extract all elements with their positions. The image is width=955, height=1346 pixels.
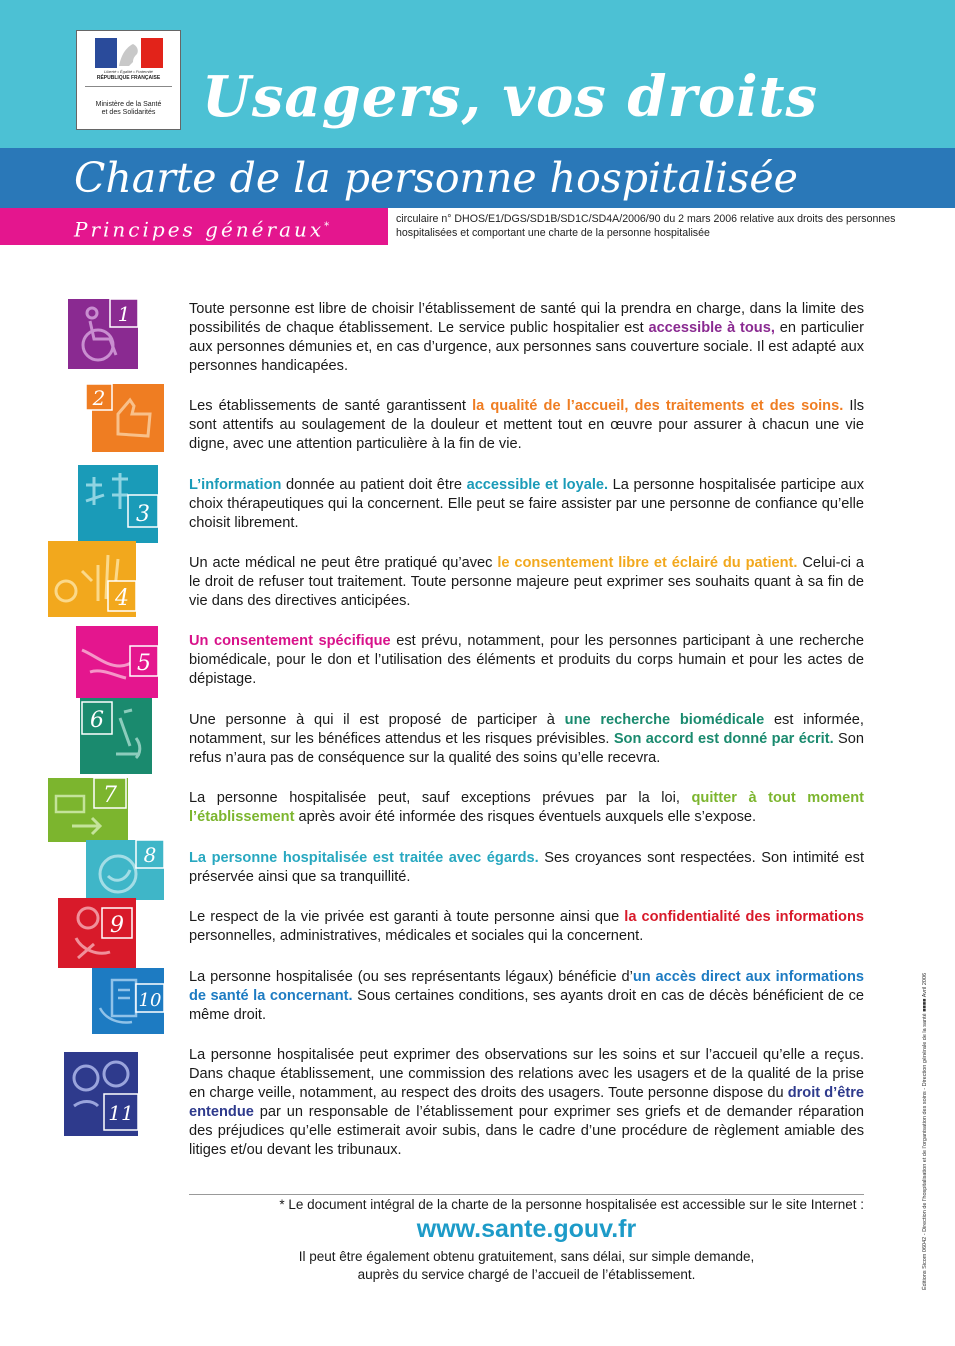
principle-3-number: 3 [136, 502, 150, 527]
principle-10-highlight: un accès direct aux informations de santé la concernant. [189, 969, 864, 1004]
principle-3-chinese-characters-icon [78, 465, 158, 543]
logo-divider [85, 86, 172, 87]
marianne-flag-icon [95, 38, 163, 68]
principle-6-microscope-icon [80, 698, 152, 774]
section-title-text: Principes généraux [74, 217, 325, 242]
principle-1-number: 1 [117, 302, 131, 326]
principle-8-number: 8 [143, 843, 157, 867]
principle-2-text: Les établissements de santé garantissent la qualité de l’accueil, des traitements et des soins. Ils sont attentifs au soulagement de la douleur et mettent tout en œuvre pour assurer à chacun une vie digne, avec une attention particulière à la fin de vie. [189, 398, 864, 452]
principle-4-number: 4 [115, 586, 129, 611]
principle-6-number: 6 [90, 708, 104, 733]
principle-9-text: Le respect de la vie privée est garanti à toute personne ainsi que la confidentialité des informations personnelles, administratives, médicales et sociales qui la concernent. [189, 909, 864, 944]
principle-11-number: 11 [108, 1101, 134, 1125]
logo-republic: RÉPUBLIQUE FRANÇAISE [96, 75, 161, 81]
principle-7-text: La personne hospitalisée peut, sauf exceptions prévues par la loi, quitter à tout moment l’établissement après avoir été informée des risques éventuels auxquels elle s’expose. [189, 790, 864, 825]
principle-6-highlight-1: une recherche biomédicale [564, 712, 765, 728]
principle-7-exit-sign-icon [48, 778, 128, 842]
principle-7-highlight: quitter à tout moment l’établissement [189, 790, 864, 825]
principle-10-document-hand-icon [92, 968, 164, 1034]
footer-url-link[interactable]: www.sante.gouv.fr [416, 1215, 637, 1243]
page-subtitle: Charte de la personne hospitalisée [74, 154, 798, 202]
principle-5-highlight: Un consentement spécifique [189, 633, 391, 649]
logo-ministry-line1: Ministère de la Santé [95, 101, 162, 108]
logo-motto: Liberté • Égalité • Fraternité [104, 69, 153, 74]
principle-10-number: 10 [138, 990, 162, 1011]
footer-text-line1: Il peut être également obtenu gratuitement, sans délai, sur simple demande, [298, 1249, 755, 1264]
principle-1-highlight: accessible à tous, [648, 320, 775, 336]
principle-5-text: Un consentement spécifique est prévu, notamment, pour les personnes participant à une recherche biomédicale, pour le don et l’utilisation des éléments et produits du corps humain et pour les actes de dépistage. [189, 633, 864, 687]
principle-11-faces-icon [64, 1052, 138, 1136]
principle-7-number: 7 [103, 783, 117, 808]
principle-8-embrace-icon [86, 840, 164, 900]
principle-8-text: La personne hospitalisée est traitée avec égards. Ses croyances sont respectées. Son intimité est préservée ainsi que sa tranquillité. [189, 850, 864, 885]
principle-10-text: La personne hospitalisée (ou ses représentants légaux) bénéficie d’un accès direct aux informations de santé la concernant. Sous certaines conditions, ses ayants droit en cas de décès bénéficient de ce même droit. [189, 969, 864, 1023]
footer-note: * Le document intégral de la charte de la personne hospitalisée est accessible sur le site Internet : [279, 1197, 864, 1212]
logo-ministry-line2: et des Solidarités [101, 109, 156, 116]
principle-6-text: Une personne à qui il est proposé de participer à une recherche biomédicale est informée, notamment, sur les bénéfices attendus et les risques prévisibles. Son accord est donné par écrit. Son refus n’aura pas de conséquence sur la qualité des soins qu’elle recevra. [189, 712, 864, 766]
circular-reference: circulaire n° DHOS/E1/DGS/SD1B/SD1C/SD4A/2006/90 du 2 mars 2006 relative aux droits des personnes hospitalisées et comportant une charte de la personne hospitalisée [396, 213, 896, 239]
principle-4-text: Un acte médical ne peut être pratiqué qu’avec le consentement libre et éclairé du patient. Celui-ci a le droit de refuser tout traitement. Toute personne majeure peut exprimer ses souhaits quant à sa fin de vie dans des directives anticipées. [189, 555, 864, 609]
principle-11-highlight: droit d’être entendue [189, 1085, 864, 1120]
principle-5-number: 5 [137, 651, 151, 676]
side-credit-text: Éditions Sicom 06042 - Direction de l’hospitalisation et de l’organisation des soins - Direction générale de la santé ■■■■ Avril 2006 [922, 972, 928, 1290]
logo-ministry [77, 101, 180, 117]
principle-4-raised-hand-icon [48, 541, 136, 617]
principle-3-highlight-2: accessible et loyale. [466, 477, 609, 493]
principle-1-text: Toute personne est libre de choisir l’établissement de santé qui la prendra en charge, dans la limite des possibilités de chaque établissement. Le service public hospitalier est accessible à tous, en particulier aux personnes démunies et, en cas d’urgence, aux personnes sans couverture sociale. Il est adapté aux personnes handicapées. [189, 301, 865, 374]
principle-2-thumbs-up-icon [86, 384, 164, 452]
principle-9-number: 9 [110, 913, 124, 938]
footer-text-line2: auprès du service chargé de l’accueil de l’établissement. [357, 1267, 696, 1282]
principle-9-highlight: la confidentialité des informations [624, 909, 864, 925]
principle-3-text: L’information donnée au patient doit être accessible et loyale. La personne hospitalisée participe aux choix thérapeutiques qui la concernent. Elle peut se faire assister par une personne de confiance qu’elle choisit librement. [189, 477, 864, 531]
republic-logo [76, 30, 181, 130]
principle-1-wheelchair-icon [68, 299, 138, 369]
footer-divider [189, 1194, 864, 1195]
principle-5-handshake-icon [76, 626, 158, 698]
principle-8-highlight: La personne hospitalisée est traitée avec égards. [189, 850, 539, 866]
principle-4-highlight: le consentement libre et éclairé du patient. [497, 555, 798, 571]
page-title: Usagers, vos droits [202, 64, 819, 130]
principle-9-whisper-icon [58, 898, 136, 968]
principle-2-number: 2 [92, 386, 106, 410]
principle-6-highlight-2: Son accord est donné par écrit. [613, 731, 834, 747]
section-title [74, 210, 329, 247]
footer-text [189, 1248, 864, 1284]
principle-2-highlight: la qualité de l’accueil, des traitements et des soins. [472, 398, 844, 414]
principle-3-highlight-1: L’information [189, 477, 282, 493]
section-footnote-mark: * [324, 221, 330, 232]
principle-11-text: La personne hospitalisée peut exprimer des observations sur les soins et sur l’accueil qu’elle a reçus. Dans chaque établissement, une commission des relations avec les usagers et de la qualité de la prise en charge veille, notamment, au respect des droits des usagers. Toute personne dispose du droit d’être entendue par un responsable de l’établissement pour exprimer ses griefs et de demander réparation des préjudices qu’elle estimerait avoir subis, dans le cadre d’une procédure de règlement amiable des litiges et/ou devant les tribunaux. [189, 1047, 864, 1158]
